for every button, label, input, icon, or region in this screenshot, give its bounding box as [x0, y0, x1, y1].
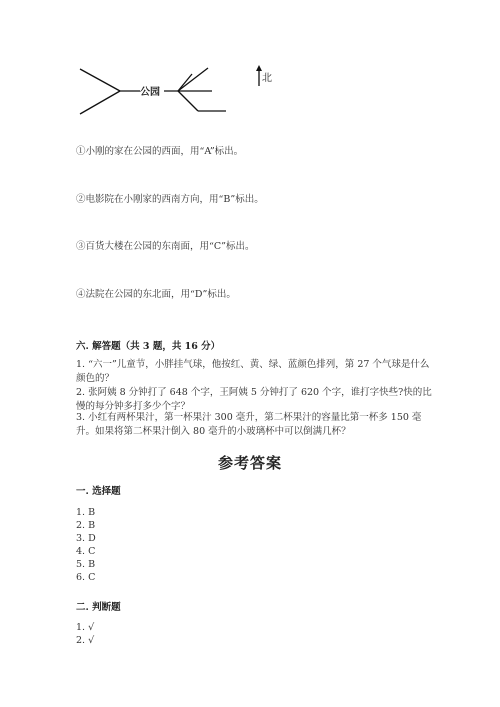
answer-1-6: 6. C	[76, 572, 96, 583]
problem-3: 3. 小红有两杯果汁，第一杯果汁 300 毫升，第二杯果汁的容量比第一杯多 150 毫升。如果将第二杯果汁倒入 80 毫升的小玻璃杯中可以倒满几杯？	[76, 412, 422, 437]
task-1: ①小刚的家在公园的西面，用“A”标出。	[76, 146, 244, 157]
answer-1-5: 5. B	[76, 559, 96, 570]
answers-section-1-title: 一. 选择题	[76, 486, 121, 497]
task-4: ④法院在公园的东北面，用“D”标出。	[76, 289, 236, 300]
task-2: ②电影院在小刚家的西南方向，用“B”标出。	[76, 194, 264, 205]
task-3: ③百货大楼在公园的东南面，用“C”标出。	[76, 241, 255, 252]
answer-1-3: 3. D	[76, 533, 96, 544]
problem-2: 2. 张阿姨 8 分钟打了 648 个字，王阿姨 5 分钟打了 620 个字，谁打字快些?快的比慢的每分钟多打多少个字？	[76, 387, 432, 412]
north-label: 北	[262, 73, 272, 84]
road-upper-left	[80, 69, 120, 91]
road-lower-left	[80, 91, 120, 114]
answers-title: 参考答案	[217, 454, 282, 472]
road-upper-right-1	[178, 68, 208, 91]
answer-1-1: 1. B	[76, 507, 96, 518]
answer-1-4: 4. C	[76, 546, 96, 557]
answer-2-1: 1. √	[76, 622, 95, 633]
problem-1: 1. “六一”儿童节，小胖挂气球，他按红、黄、绿、蓝颜色排列，第 27 个气球是什么颜色的？	[76, 359, 430, 384]
park-label: 公园	[140, 87, 160, 98]
answer-2-2: 2. √	[76, 635, 95, 646]
road-lower-right	[178, 91, 198, 111]
answer-1-2: 2. B	[76, 520, 96, 531]
section-6-title: 六. 解答题（共 3 题，共 16 分）	[76, 341, 221, 352]
answers-section-2-title: 二. 判断题	[76, 602, 121, 613]
park-direction-diagram	[70, 58, 300, 120]
